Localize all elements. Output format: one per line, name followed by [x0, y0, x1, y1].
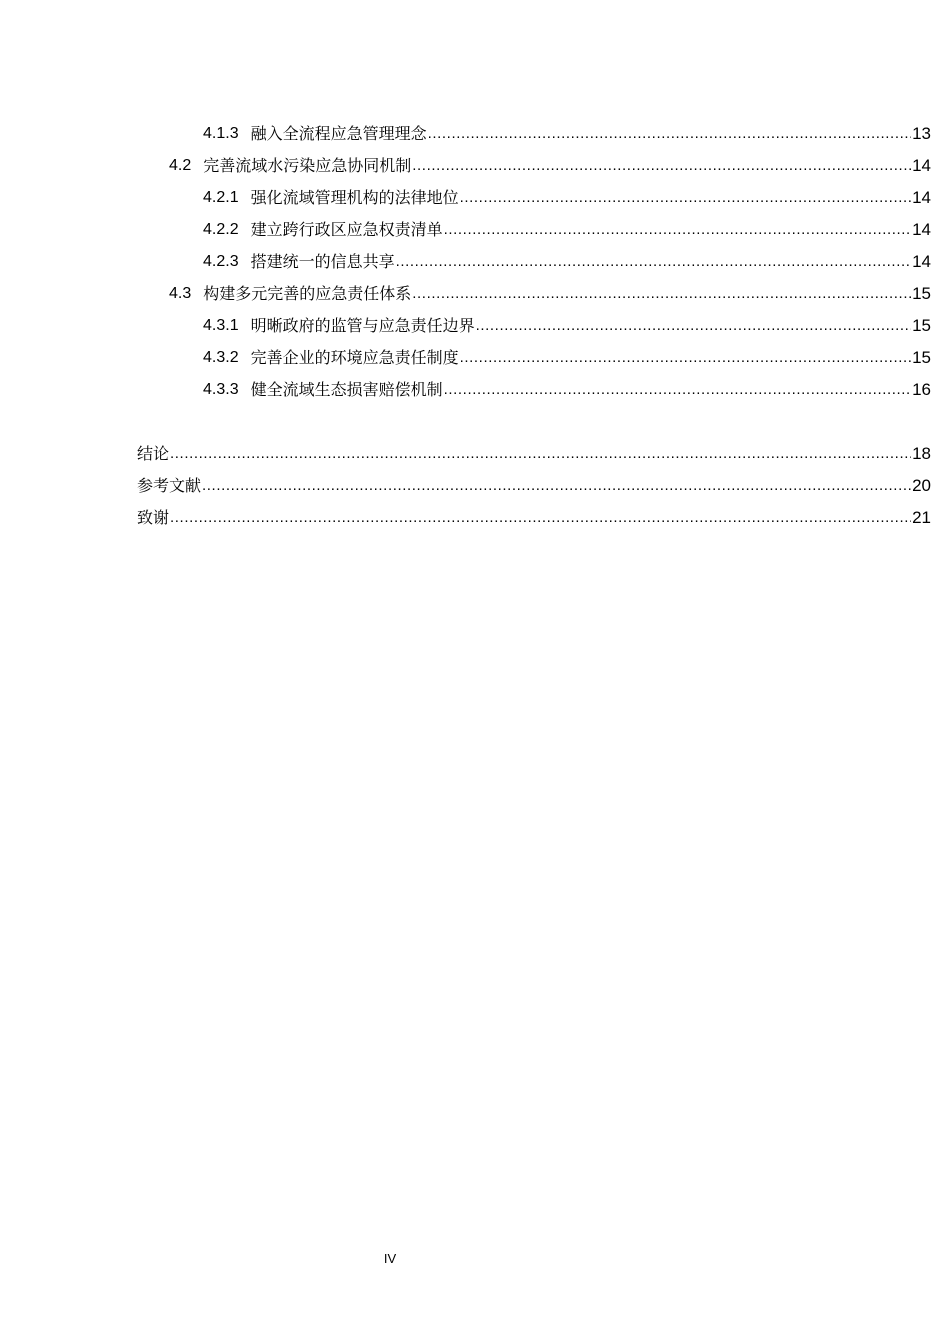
toc-leader-dots — [476, 316, 911, 336]
page-number-footer: IV — [383, 1251, 397, 1266]
toc-entry-4-2[interactable] — [169, 152, 931, 176]
toc-entry-number: 4.3.2 — [203, 349, 239, 366]
toc-entry-number: 4.2.1 — [203, 189, 239, 206]
toc-entry-4-2-2[interactable] — [203, 216, 931, 240]
toc-entry-references[interactable] — [137, 472, 931, 496]
toc-entry-number: 4.2.2 — [203, 221, 239, 238]
toc-leader-dots — [412, 284, 911, 304]
toc-entry-title: 参考文献 — [137, 476, 202, 495]
toc-entry-page: 14 — [912, 156, 931, 175]
toc-leader-dots — [444, 380, 911, 400]
toc-entry-4-3-1[interactable] — [203, 312, 931, 336]
toc-entry-page: 14 — [912, 220, 931, 239]
toc-entry-number: 4.1.3 — [203, 125, 239, 142]
toc-leader-dots — [460, 188, 911, 208]
toc-entry-title: 完善企业的环境应急责任制度 — [250, 348, 459, 367]
toc-entry-page: 15 — [912, 316, 931, 335]
toc-entry-conclusion[interactable] — [137, 440, 931, 464]
toc-entry-page: 15 — [912, 284, 931, 303]
toc-entry-title: 融入全流程应急管理理念 — [250, 124, 427, 143]
toc-entry-acknowledgements[interactable] — [137, 504, 931, 528]
toc-entry-4-2-3[interactable] — [203, 248, 931, 272]
toc-leader-dots — [412, 156, 911, 176]
toc-leader-dots — [396, 252, 911, 272]
toc-entry-number: 4.2 — [169, 157, 192, 174]
toc-entry-page: 20 — [912, 476, 931, 495]
toc-leader-dots — [170, 444, 911, 464]
toc-entry-title: 搭建统一的信息共享 — [250, 252, 395, 271]
toc-entry-title: 致谢 — [137, 508, 170, 527]
toc-leader-dots — [170, 508, 911, 528]
toc-entry-title: 强化流域管理机构的法律地位 — [250, 188, 459, 207]
toc-entry-4-3-2[interactable] — [203, 344, 931, 368]
toc-entry-title: 完善流域水污染应急协同机制 — [203, 156, 412, 175]
toc-entry-4-1-3[interactable] — [203, 120, 931, 144]
toc-leader-dots — [460, 348, 911, 368]
toc-leader-dots — [428, 124, 911, 144]
toc-entry-page: 14 — [912, 188, 931, 207]
toc-entry-number: 4.2.3 — [203, 253, 239, 270]
toc-leader-dots — [444, 220, 911, 240]
toc-entry-number: 4.3.1 — [203, 317, 239, 334]
toc-entry-page: 16 — [912, 380, 931, 399]
toc-entry-title: 构建多元完善的应急责任体系 — [203, 284, 412, 303]
toc-entry-number: 4.3.3 — [203, 381, 239, 398]
toc-entry-4-3[interactable] — [169, 280, 931, 304]
toc-entry-page: 18 — [912, 444, 931, 463]
toc-entry-title: 结论 — [137, 444, 170, 463]
toc-leader-dots — [202, 476, 911, 496]
toc-entry-title: 明晰政府的监管与应急责任边界 — [250, 316, 475, 335]
toc-entry-page: 13 — [912, 124, 931, 143]
toc-entry-title: 建立跨行政区应急权责清单 — [250, 220, 443, 239]
toc-entry-number: 4.3 — [169, 285, 192, 302]
toc-entry-4-2-1[interactable] — [203, 184, 931, 208]
toc-entry-page: 14 — [912, 252, 931, 271]
toc-entry-title: 健全流域生态损害赔偿机制 — [250, 380, 443, 399]
toc-entry-page: 21 — [912, 508, 931, 527]
toc-entry-page: 15 — [912, 348, 931, 367]
toc-entry-4-3-3[interactable] — [203, 376, 931, 400]
